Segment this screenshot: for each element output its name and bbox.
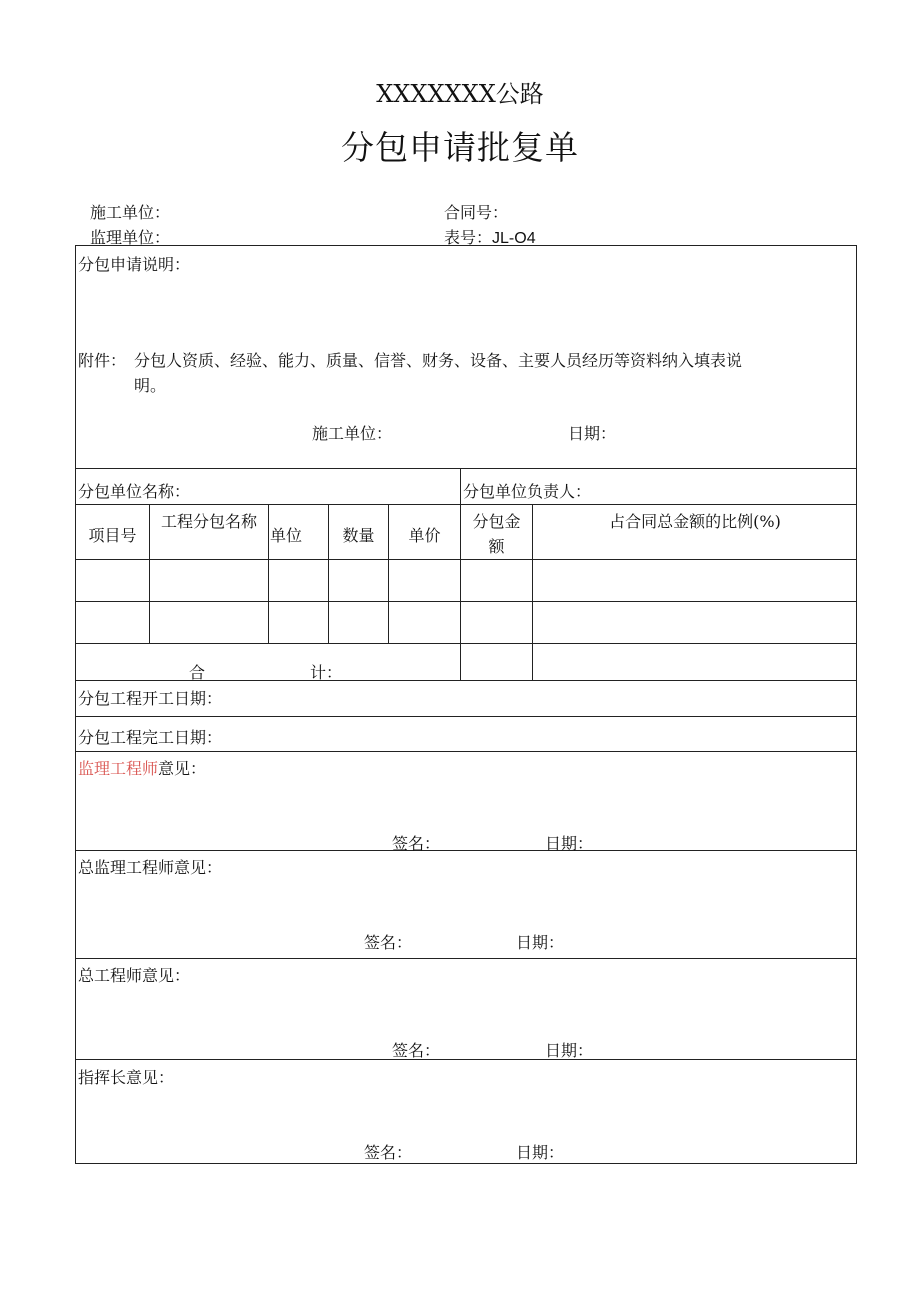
- attachment-line-1: 分包人资质、经验、能力、质量、信誉、财务、设备、主要人员经历等资料纳入填表说: [134, 351, 743, 370]
- col-header-amount-line-2: 额: [488, 537, 505, 556]
- general-engineer-opinion-label: 总工程师意见：: [78, 966, 191, 985]
- start-date-label: 分包工程开工日期：: [78, 689, 223, 708]
- form-no-value: JL-O4: [492, 230, 536, 247]
- end-date-label: 分包工程完工日期：: [78, 728, 223, 747]
- engineer-opinion-label: [78, 756, 206, 779]
- chief-engineer-opinion-label: 总监理工程师意见：: [78, 858, 223, 877]
- application-contractor-sign: 施工单位：: [312, 424, 393, 443]
- rule-chief-bottom: [75, 958, 857, 959]
- total-label-ji: 计：: [310, 663, 343, 682]
- engineer-label-highlight: 监理工程师: [78, 759, 159, 778]
- engineer-label-rest: 意见：: [158, 759, 207, 778]
- rule-general-bottom: [75, 1059, 857, 1060]
- col-header-subcontract-name: 工程分包名称: [160, 512, 257, 531]
- col-header-item-no: 项目号: [88, 526, 137, 545]
- table-row[interactable]: [76, 602, 856, 643]
- rule-application-bottom: [75, 468, 857, 469]
- general-sign-label: 签名：: [392, 1041, 441, 1060]
- application-date-label: 日期：: [568, 424, 617, 443]
- commander-opinion-label: 指挥长意见：: [78, 1068, 175, 1087]
- chief-date-label: 日期：: [516, 933, 565, 952]
- col-header-amount-line-1: 分包金: [472, 512, 521, 531]
- table-row[interactable]: [76, 560, 856, 601]
- subcontractor-leader-label: 分包单位负责人：: [463, 482, 592, 501]
- col-header-unit-price: 单价: [408, 526, 441, 545]
- form-no-label: 表号：: [444, 228, 493, 247]
- contractor-label: 施工单位：: [90, 203, 171, 222]
- application-label: 分包申请说明：: [78, 255, 191, 274]
- chief-sign-label: 签名：: [364, 933, 413, 952]
- total-label-he: 合: [189, 663, 206, 682]
- col-header-quantity: 数量: [342, 526, 375, 545]
- road-name: XXXXXXX公路: [376, 80, 544, 108]
- engineer-date-label: 日期：: [545, 834, 594, 853]
- col-header-unit: 单位: [270, 526, 303, 545]
- rule-end-date-bottom: [75, 751, 857, 752]
- col-header-ratio: 占合同总金额的比例(%): [609, 512, 781, 531]
- rule-start-date-bottom: [75, 716, 857, 717]
- contract-no-label: 合同号：: [444, 203, 509, 222]
- rule-subcontractor-bottom: [75, 504, 857, 505]
- rule-engineer-bottom: [75, 850, 857, 851]
- supervisor-label: 监理单位：: [90, 228, 171, 247]
- rule-row2-bottom: [75, 643, 857, 644]
- rule-subcontractor-divider: [460, 468, 461, 504]
- commander-date-label: 日期：: [516, 1143, 565, 1162]
- general-date-label: 日期：: [545, 1041, 594, 1060]
- form-title: 分包申请批复单: [341, 128, 579, 167]
- commander-sign-label: 签名：: [364, 1143, 413, 1162]
- attachment-prefix: 附件：: [78, 351, 127, 370]
- subcontractor-name-label: 分包单位名称：: [78, 482, 191, 501]
- attachment-line-2: 明。: [134, 376, 167, 395]
- engineer-sign-label: 签名：: [392, 834, 441, 853]
